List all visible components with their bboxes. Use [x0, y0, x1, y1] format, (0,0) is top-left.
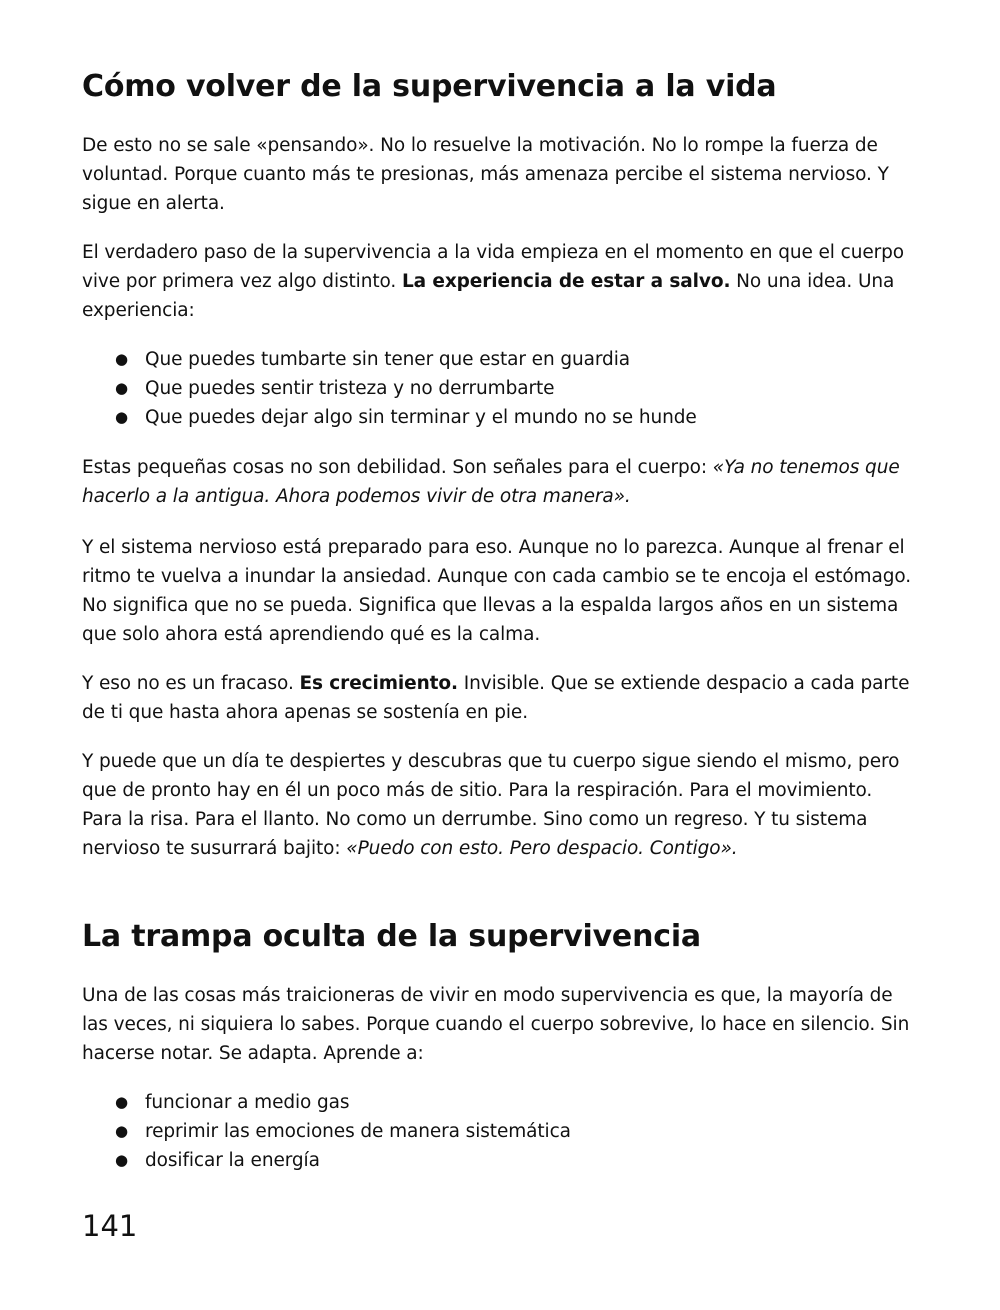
bullet-icon: ●	[115, 1093, 128, 1111]
section-heading-2: La trampa oculta de la supervivencia	[82, 919, 701, 954]
paragraph-2	[82, 238, 914, 325]
bullet-icon: ●	[115, 350, 128, 368]
list-item: ● Que puedes dejar algo sin terminar y el mundo no se hunde	[82, 403, 914, 432]
paragraph-3-text: Estas pequeñas cosas no son debilidad. Son señales para el cuerpo:	[82, 457, 713, 478]
bullet-list-1	[82, 345, 914, 432]
bullet-icon: ●	[115, 1122, 128, 1140]
bullet-icon: ●	[115, 1151, 128, 1169]
list-item: ● dosificar la energía	[82, 1146, 914, 1175]
paragraph-4-text: Y el sistema nervioso está preparado para eso. Aunque no lo parezca. Aunque al frenar el ritmo te vuelva a inundar la ansiedad. Aunque con cada cambio se te encoja el estómago. No significa que no se pueda. Significa que llevas a la espalda largos años en un sistema que solo ahora está aprendiendo qué es la calma.	[82, 537, 912, 645]
paragraph-6-text: Y puede que un día te despiertes y descubras que tu cuerpo sigue siendo el mismo, pero que de pronto hay en él un poco más de sitio. Para la respiración. Para el movimiento. Para la risa. Para el llanto. No como un derrumbe. Sino como un regreso. Y tu sistema nervioso te susurrará bajito:	[82, 751, 900, 859]
paragraph-4	[82, 533, 914, 649]
list-item: ● Que puedes tumbarte sin tener que estar en guardia	[82, 345, 914, 374]
paragraph-3	[82, 453, 914, 511]
section-heading-1: Cómo volver de la supervivencia a la vida	[82, 69, 777, 104]
paragraph-1-text: De esto no se sale «pensando». No lo resuelve la motivación. No lo rompe la fuerza de voluntad. Porque cuanto más te presionas, más amenaza percibe el sistema nervioso. Y sigue en alerta.	[82, 135, 889, 214]
paragraph-2-bold: La experiencia de estar a salvo.	[401, 271, 731, 292]
paragraph-6-quote: «Puedo con esto. Pero despacio. Contigo».	[346, 838, 738, 859]
paragraph-2-tail: No una idea. Una experiencia:	[82, 271, 895, 321]
paragraph-7-text: Una de las cosas más traicioneras de vivir en modo supervivencia es que, la mayoría de las veces, ni siquiera lo sabes. Porque cuando el cuerpo sobrevive, lo hace en silencio. Sin hacerse notar. Se adapta. Aprende a:	[82, 985, 910, 1064]
list-item: ● Que puedes sentir tristeza y no derrumbarte	[82, 374, 914, 403]
bullet-list-2	[82, 1088, 914, 1175]
page-number: 141	[82, 1209, 138, 1243]
paragraph-6	[82, 747, 914, 863]
list-item: ● reprimir las emociones de manera sistemática	[82, 1117, 914, 1146]
paragraph-5	[82, 669, 914, 727]
paragraph-1	[82, 131, 914, 218]
paragraph-3-quote: «Ya no tenemos que hacerlo a la antigua. Ahora podemos vivir de otra manera».	[82, 457, 900, 507]
paragraph-5-bold: Es crecimiento.	[299, 673, 458, 694]
paragraph-5-tail: Invisible. Que se extiende despacio a cada parte de ti que hasta ahora apenas se sostenía en pie.	[82, 673, 910, 723]
paragraph-5-text: Y eso no es un fracaso.	[82, 673, 300, 694]
paragraph-7	[82, 981, 914, 1068]
list-item: ● funcionar a medio gas	[82, 1088, 914, 1117]
paragraph-2-text: El verdadero paso de la supervivencia a la vida empieza en el momento en que el cuerpo vive por primera vez algo distinto.	[82, 242, 904, 292]
bullet-icon: ●	[115, 408, 128, 426]
bullet-icon: ●	[115, 379, 128, 397]
